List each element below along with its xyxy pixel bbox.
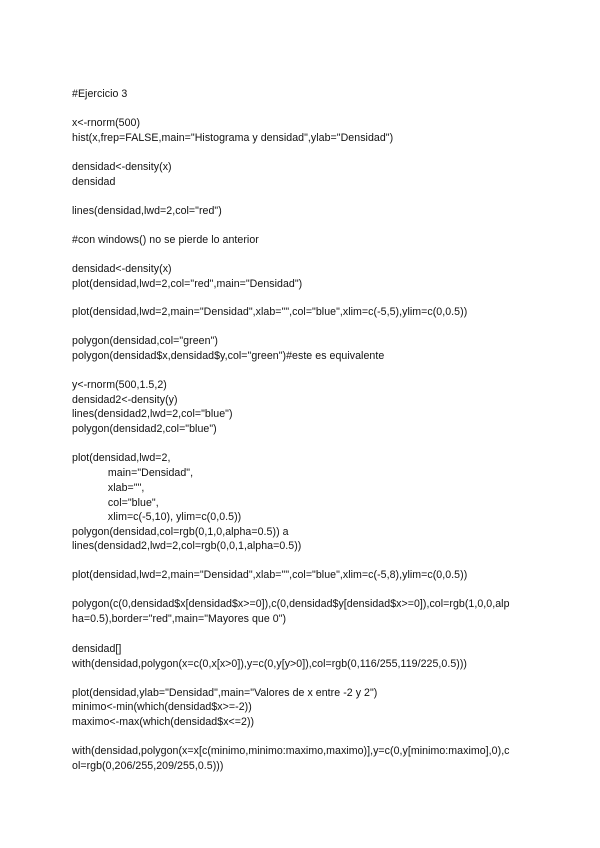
code-line: polygon(c(0,densidad$x[densidad$x>=0]),c(0,densidad$y[densidad$x>=0]),col=rgb(1,0,0,alp xyxy=(72,598,510,610)
code-line: maximo<-max(which(densidad$x<=2)) xyxy=(72,716,255,728)
code-line: plot(densidad,ylab="Densidad",main="Valores de x entre -2 y 2") xyxy=(72,687,378,699)
code-line: densidad<-density(x) xyxy=(72,161,172,173)
code-line: polygon(densidad2,col="blue") xyxy=(72,423,217,435)
code-line: densidad<-density(x) xyxy=(72,263,172,275)
code-line-indented: xlim=c(-5,10), ylim=c(0,0.5)) xyxy=(72,511,242,523)
code-line: plot(densidad,lwd=2,main="Densidad",xlab="",col="blue",xlim=c(-5,5),ylim=c(0,0.5)) xyxy=(72,306,468,318)
code-line: densidad2<-density(y) xyxy=(72,394,178,406)
code-line: lines(densidad,lwd=2,col="red") xyxy=(72,205,222,217)
code-line: lines(densidad2,lwd=2,col=rgb(0,0,1,alpha=0.5)) xyxy=(72,540,302,552)
code-line: polygon(densidad,col=rgb(0,1,0,alpha=0.5)) a xyxy=(72,526,289,538)
code-line-wrapped: ha=0.5),border="red",main="Mayores que 0") xyxy=(72,613,287,625)
code-line: with(densidad,polygon(x=c(0,x[x>0]),y=c(0,y[y>0]),col=rgb(0,116/255,119/225,0.5))) xyxy=(72,658,468,670)
code-line: plot(densidad,lwd=2,main="Densidad",xlab="",col="blue",xlim=c(-5,8),ylim=c(0,0.5)) xyxy=(72,569,468,581)
code-line-wrapped: ol=rgb(0,206/255,209/255,0.5))) xyxy=(72,760,224,772)
code-line: with(densidad,polygon(x=x[c(minimo,minimo:maximo,maximo)],y=c(0,y[minimo:maximo],0),c xyxy=(72,745,510,757)
code-line-indented: main="Densidad", xyxy=(72,467,194,479)
code-line: plot(densidad,lwd=2, xyxy=(72,452,171,464)
code-line: x<-rnorm(500) xyxy=(72,117,141,129)
code-line-indented: xlab="", xyxy=(72,482,145,494)
code-line: polygon(densidad,col="green") xyxy=(72,335,218,347)
code-line: minimo<-min(which(densidad$x>=-2)) xyxy=(72,701,252,713)
code-line: densidad[] xyxy=(72,643,122,655)
code-line: hist(x,frep=FALSE,main="Histograma y densidad",ylab="Densidad") xyxy=(72,132,394,144)
code-line: lines(densidad2,lwd=2,col="blue") xyxy=(72,408,233,420)
code-line: polygon(densidad$x,densidad$y,col="green")#este es equivalente xyxy=(72,350,385,362)
code-line: y<-rnorm(500,1.5,2) xyxy=(72,379,167,391)
code-line-indented: col="blue", xyxy=(72,497,159,509)
heading-comment: #Ejercicio 3 xyxy=(72,88,128,100)
comment-line: #con windows() no se pierde lo anterior xyxy=(72,234,259,246)
code-line: densidad xyxy=(72,176,116,188)
code-line: plot(densidad,lwd=2,col="red",main="Densidad") xyxy=(72,278,303,290)
